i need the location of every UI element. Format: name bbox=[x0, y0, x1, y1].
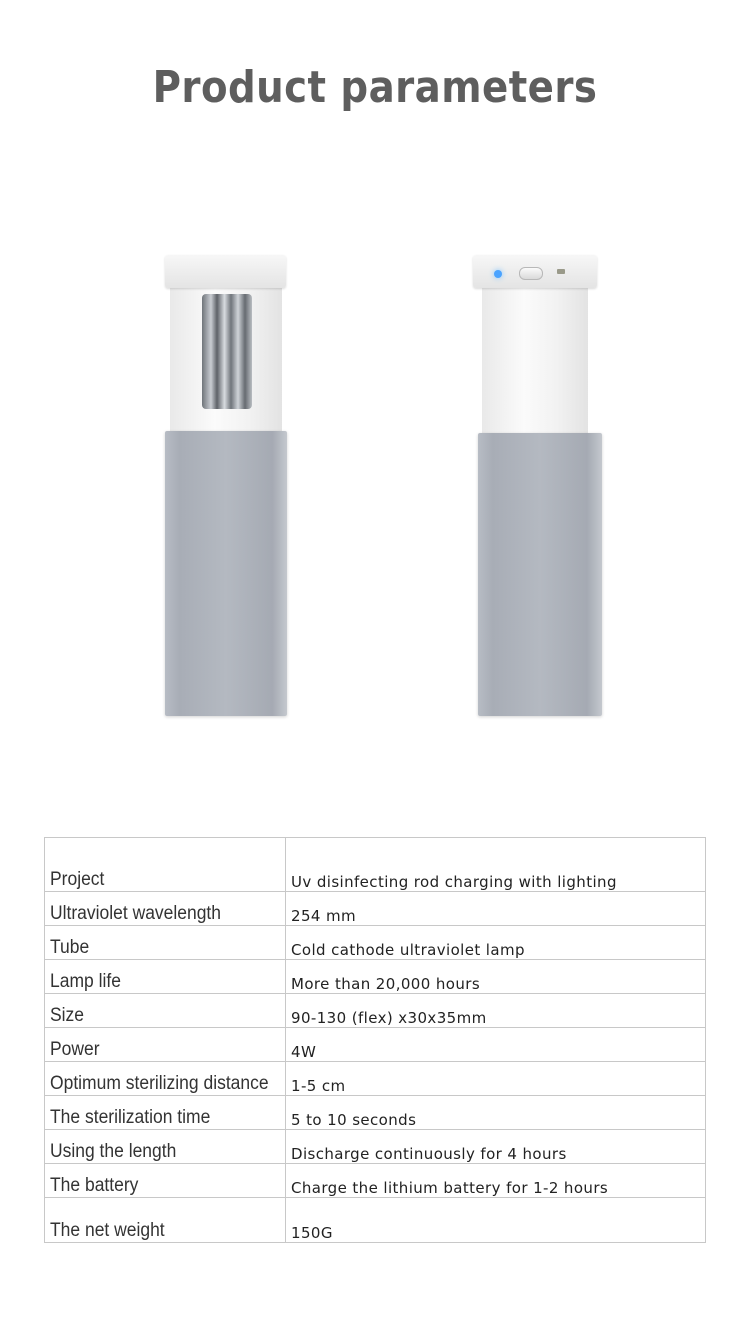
table-row bbox=[45, 1028, 706, 1062]
parameter-label: Project bbox=[45, 838, 286, 892]
table-row bbox=[45, 1130, 706, 1164]
parameter-label: Ultraviolet wavelength bbox=[45, 892, 286, 926]
parameter-value: 5 to 10 seconds bbox=[286, 1096, 706, 1130]
parameter-label: Lamp life bbox=[45, 960, 286, 994]
parameter-value: 1-5 cm bbox=[286, 1062, 706, 1096]
table-row bbox=[45, 1062, 706, 1096]
parameter-label: Power bbox=[45, 1028, 286, 1062]
table-row bbox=[45, 838, 706, 892]
parameter-value: 150G bbox=[286, 1198, 706, 1243]
parameter-label: Optimum sterilizing distance bbox=[45, 1062, 286, 1096]
parameter-label: Using the length bbox=[45, 1130, 286, 1164]
table-row bbox=[45, 892, 706, 926]
parameter-label: The battery bbox=[45, 1164, 286, 1198]
parameter-label: Tube bbox=[45, 926, 286, 960]
parameter-value: Cold cathode ultraviolet lamp bbox=[286, 926, 706, 960]
table-row bbox=[45, 994, 706, 1028]
parameters-table bbox=[44, 837, 706, 1243]
table-row bbox=[45, 926, 706, 960]
parameter-value: Discharge continuously for 4 hours bbox=[286, 1130, 706, 1164]
table-row bbox=[45, 1096, 706, 1130]
led-indicator-icon bbox=[494, 270, 502, 278]
parameter-value: Charge the lithium battery for 1-2 hours bbox=[286, 1164, 706, 1198]
parameter-value: 90-130 (flex) x30x35mm bbox=[286, 994, 706, 1028]
page-title: Product parameters bbox=[152, 62, 598, 113]
table-row bbox=[45, 1198, 706, 1243]
parameter-label: The net weight bbox=[45, 1198, 286, 1243]
parameter-value: Uv disinfecting rod charging with lighting bbox=[286, 838, 706, 892]
uv-lamp-window bbox=[202, 294, 252, 409]
table-row bbox=[45, 960, 706, 994]
parameter-label: The sterilization time bbox=[45, 1096, 286, 1130]
parameter-value: 254 mm bbox=[286, 892, 706, 926]
charging-port-icon bbox=[557, 269, 565, 274]
parameter-value: 4W bbox=[286, 1028, 706, 1062]
parameter-label: Size bbox=[45, 994, 286, 1028]
power-switch bbox=[519, 267, 543, 280]
table-row bbox=[45, 1164, 706, 1198]
parameter-value: More than 20,000 hours bbox=[286, 960, 706, 994]
